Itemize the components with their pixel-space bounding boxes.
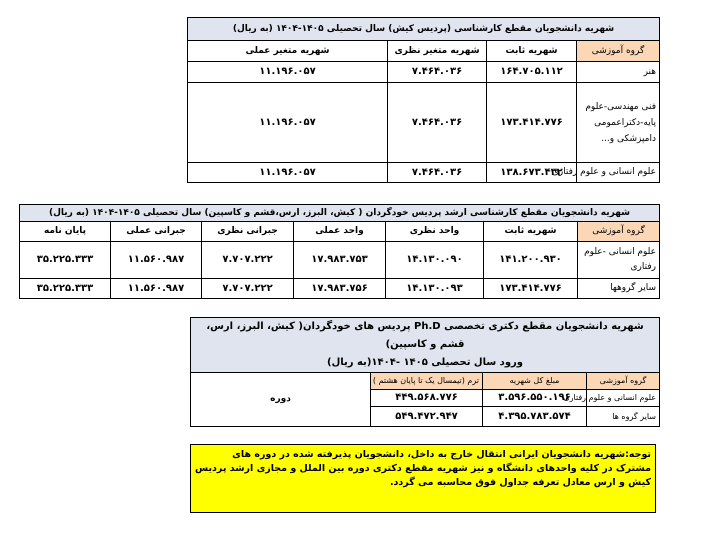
table-row [188,83,660,163]
header-thesis: پایان نامه [20,222,111,242]
practical-unit: ۱۷.۹۸۳.۷۵۳ [294,242,386,279]
header-fixed-fee: شهریه ثابت [487,41,577,62]
header-practical-unit: واحد عملی [294,222,386,242]
phd-title-line1: شهریه دانشجویان مقطع دکتری تخصصی Ph.D پردیس های خودگردان( کیش، البرز، ارس، قشم و کاسپین) [206,321,644,350]
header-compensatory-practical: جبرانی عملی [111,222,202,242]
header-fixed-fee: شهریه ثابت [484,222,578,242]
group-name: علوم انسانی و علوم رفتاری [577,163,660,183]
theory-unit: ۱۴.۱۳۰.۰۹۰ [386,242,484,279]
masters-table-title: شهریه دانشجویان مقطع کارشناسی ارشد پردیس خودگردان ( کیش، البرز، ارس،قشم و کاسپین) سال تحصیلی ۱۴۰۵-۱۴۰۴ (به ریال) [20,205,660,222]
total-fee: ۳.۵۹۶.۵۵۰.۱۹۶ [483,390,587,407]
thesis-fee: ۳۵.۲۲۵.۳۳۳ [20,242,111,279]
phd-tuition-table [190,317,660,427]
header-per-term: ترم (تیمسال یک تا پایان هشتم ) [371,373,483,390]
table-row [20,279,660,299]
practical-unit: ۱۷.۹۸۳.۷۵۶ [294,279,386,299]
table-row [20,242,660,279]
fixed-fee: ۱۶۴.۷۰۵.۱۱۲ [487,62,577,83]
header-variable-theory: شهریه متغیر نظری [388,41,487,62]
per-term-fee: ۵۴۹.۴۷۲.۹۴۷ [371,407,483,427]
table-row [188,163,660,183]
fixed-fee: ۱۳۸.۶۷۳.۴۳۲ [487,163,577,183]
header-variable-practical: شهریه متغیر عملی [188,41,388,62]
group-name: فنی مهندسی-علوم پایه-دکتراعمومی دامپزشکی و... [577,83,660,163]
phd-title-line2: ورود سال تحصیلی ۱۴۰۵ -۱۴۰۴(به ریال) [327,357,524,368]
header-theory-unit: واحد نظری [386,222,484,242]
fixed-fee: ۱۷۳.۴۱۴.۷۷۶ [487,83,577,163]
per-term-fee: ۴۴۹.۵۶۸.۷۷۶ [371,390,483,407]
bachelor-table-title: شهریه دانشجویان مقطع کارشناسی (پردیس کیش) سال تحصیلی ۱۴۰۵-۱۴۰۴ (به ریال) [188,18,660,41]
variable-practical: ۱۱.۱۹۶.۰۵۷ [188,62,388,83]
total-fee: ۴.۳۹۵.۷۸۳.۵۷۴ [483,407,587,427]
group-name: علوم انسانی -علوم رفتاری [578,242,660,279]
phd-table-title [191,318,660,373]
header-group: گروه آموزشی [577,41,660,62]
variable-practical: ۱۱.۱۹۶.۰۵۷ [188,163,388,183]
group-name: هنر [577,62,660,83]
bachelor-tuition-table [187,17,660,183]
table-row [188,62,660,83]
fixed-fee: ۱۴۱.۲۰۰.۹۳۰ [484,242,578,279]
masters-tuition-table [19,204,660,299]
header-compensatory-theory: جبرانی نظری [202,222,294,242]
group-name: علوم انسانی و علوم رفتاری [587,390,660,407]
variable-theory: ۷.۴۶۴.۰۳۶ [388,163,487,183]
thesis-fee: ۳۵.۲۲۵.۳۳۳ [20,279,111,299]
variable-practical: ۱۱.۱۹۶.۰۵۷ [188,83,388,163]
compensatory-theory: ۷.۷۰۷.۲۲۲ [202,279,294,299]
compensatory-practical: ۱۱.۵۶۰.۹۸۷ [111,279,202,299]
compensatory-practical: ۱۱.۵۶۰.۹۸۷ [111,242,202,279]
group-name: سایر گروهها [578,279,660,299]
period-label: دوره [191,373,371,427]
theory-unit: ۱۴.۱۳۰.۰۹۳ [386,279,484,299]
header-group: گروه آموزشی [587,373,660,390]
header-group: گروه آموزشی [578,222,660,242]
variable-theory: ۷.۴۶۴.۰۳۶ [388,83,487,163]
header-total-fee: مبلغ کل شهریه [483,373,587,390]
tuition-note: توجه:شهریه دانشجویان ایرانی انتقال خارج به داخل، دانشجویان پذیرفته شده در دوره های مشترک در کلیه واحدهای دانشگاه و نیز شهریه مقطع دکتری دوره بین الملل و مجازی ارشد پردیس کیش و ارس معادل تعرفه جداول فوق محاسبه می گردد. [190,444,656,513]
fixed-fee: ۱۷۳.۴۱۴.۷۷۶ [484,279,578,299]
compensatory-theory: ۷.۷۰۷.۲۲۲ [202,242,294,279]
variable-theory: ۷.۴۶۴.۰۳۶ [388,62,487,83]
group-name: سایر گروه ها [587,407,660,427]
